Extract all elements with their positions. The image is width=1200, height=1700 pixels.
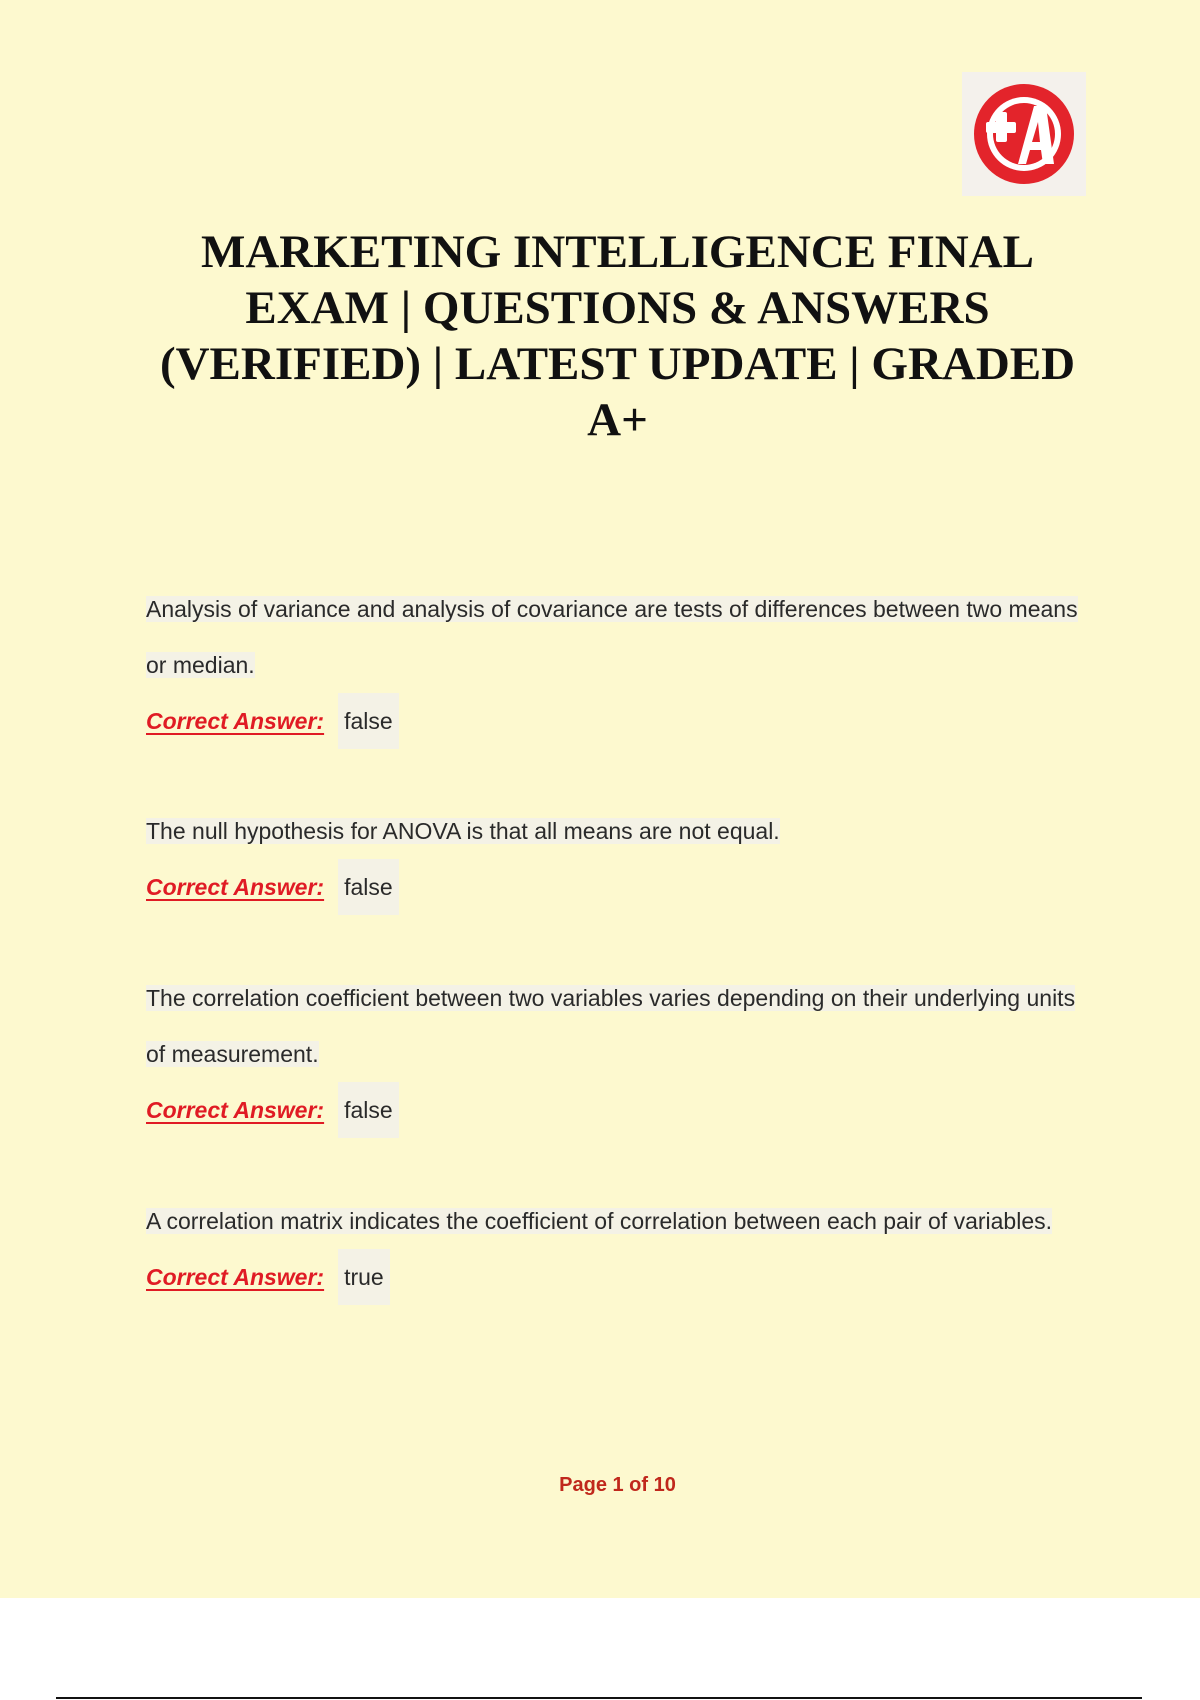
answer-value: false	[338, 693, 399, 749]
a-plus-logo-icon	[962, 72, 1086, 196]
answer-row	[146, 1082, 1086, 1138]
correct-answer-label: Correct Answer:	[146, 708, 325, 734]
page-number: Page 1 of 10	[559, 1474, 676, 1496]
answer-row	[146, 693, 1086, 749]
question-list	[146, 581, 1086, 1305]
correct-answer-label: Correct Answer:	[146, 1097, 325, 1123]
answer-value: false	[338, 859, 399, 915]
question-item	[146, 1193, 1086, 1305]
answer-value: true	[338, 1249, 390, 1305]
correct-answer-label: Correct Answer:	[146, 874, 325, 900]
answer-value: false	[338, 1082, 399, 1138]
answer-row	[146, 859, 1086, 915]
question-item	[146, 803, 1086, 915]
question-item	[146, 581, 1086, 749]
bottom-divider	[56, 1697, 1142, 1699]
question-text: Analysis of variance and analysis of covariance are tests of differences between two means or median.	[146, 596, 1078, 678]
correct-answer-label: Correct Answer:	[146, 1264, 325, 1290]
answer-row	[146, 1249, 1086, 1305]
question-item	[146, 970, 1086, 1138]
question-text: A correlation matrix indicates the coefficient of correlation between each pair of variables.	[146, 1208, 1053, 1234]
document-title: MARKETING INTELLIGENCE FINAL EXAM | QUESTIONS & ANSWERS (VERIFIED) | LATEST UPDATE | GRADED A+	[159, 226, 1076, 446]
question-text: The correlation coefficient between two variables varies depending on their underlying units of measurement.	[146, 985, 1076, 1067]
question-text: The null hypothesis for ANOVA is that all means are not equal.	[146, 818, 780, 844]
